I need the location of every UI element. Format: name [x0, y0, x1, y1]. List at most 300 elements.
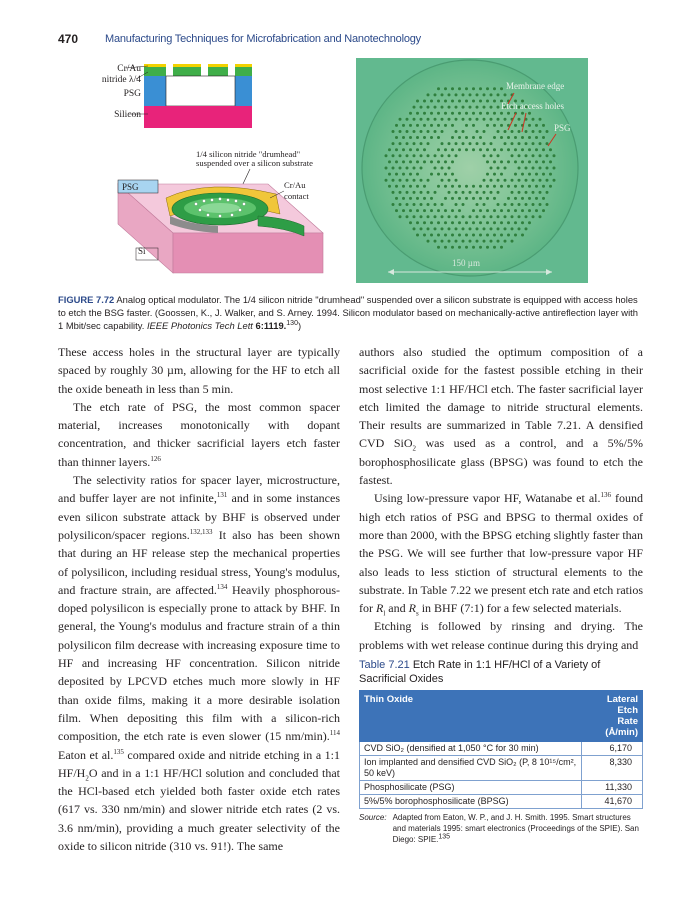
- etch-hole: [430, 112, 433, 115]
- etch-hole: [437, 136, 440, 139]
- etch-hole: [476, 93, 479, 96]
- etch-hole: [388, 160, 391, 163]
- etch-hole: [451, 148, 454, 151]
- subscript: 2: [412, 444, 417, 453]
- etch-hole: [434, 118, 437, 121]
- etch-hole: [532, 154, 535, 157]
- etch-hole: [458, 185, 461, 188]
- etch-hole: [430, 221, 433, 224]
- etch-hole: [497, 167, 500, 170]
- etch-hole: [462, 93, 465, 96]
- etch-hole: [427, 118, 430, 121]
- etch-hole: [521, 148, 524, 151]
- caption-ref-sup: 130: [286, 319, 298, 327]
- etch-hole: [486, 112, 489, 115]
- etch-hole: [420, 227, 423, 230]
- figure-caption: [58, 293, 643, 332]
- cell-oxide: CVD SiO₂ (densified at 1,050 °C for 30 min): [360, 742, 582, 756]
- etch-hole: [462, 227, 465, 230]
- etch-hole: [462, 118, 465, 121]
- etch-hole: [416, 112, 419, 115]
- etch-hole: [427, 215, 430, 218]
- etch-hole: [465, 112, 468, 115]
- etch-hole: [483, 93, 486, 96]
- paragraph-text: was used as a control, and a 5%/5% borophosphosilicate glass (BPSG) was found to etch the fastest.: [359, 436, 643, 488]
- etch-hole: [385, 179, 388, 182]
- etch-hole: [444, 148, 447, 151]
- subscript: l: [383, 609, 386, 618]
- etch-hole: [423, 124, 426, 127]
- etch-hole: [455, 154, 458, 157]
- etch-hole: [420, 154, 423, 157]
- etch-hole: [444, 209, 447, 212]
- etch-hole: [528, 148, 531, 151]
- etch-hole: [416, 148, 419, 151]
- etch-hole: [416, 173, 419, 176]
- paragraph: [58, 343, 340, 398]
- etch-hole: [413, 215, 416, 218]
- table-row: [360, 742, 643, 756]
- etch-hole: [490, 227, 493, 230]
- etch-hole: [451, 160, 454, 163]
- etch-hole: [413, 191, 416, 194]
- etch-hole: [413, 227, 416, 230]
- etch-hole: [441, 240, 444, 243]
- etch-hole: [500, 87, 503, 90]
- etch-hole: [507, 221, 510, 224]
- table-header-row: [360, 691, 643, 742]
- etch-hole: [490, 93, 493, 96]
- etch-hole: [437, 185, 440, 188]
- etch-hole: [388, 148, 391, 151]
- etch-hole: [448, 227, 451, 230]
- etch-hole: [542, 209, 545, 212]
- etch-hole: [462, 191, 465, 194]
- label-psg-micro: PSG: [554, 123, 571, 133]
- etch-hole: [420, 106, 423, 109]
- etch-hole: [444, 221, 447, 224]
- etch-hole: [535, 209, 538, 212]
- etch-hole: [490, 142, 493, 145]
- paragraph-text: in BHF (7:1) for a few selected materials.: [418, 601, 622, 616]
- right-column: [359, 343, 643, 654]
- caption-label: FIGURE 7.72: [58, 294, 115, 305]
- etch-hole: [528, 136, 531, 139]
- etch-hole: [504, 240, 507, 243]
- etch-hole: [490, 106, 493, 109]
- etch-hole: [423, 221, 426, 224]
- citation: 132,133: [189, 527, 213, 536]
- etch-hole: [528, 221, 531, 224]
- etch-hole: [434, 191, 437, 194]
- etch-hole: [535, 197, 538, 200]
- etch-hole: [504, 167, 507, 170]
- etch-hole: [427, 203, 430, 206]
- etch-hole: [402, 209, 405, 212]
- etch-hole: [493, 124, 496, 127]
- etch-hole: [521, 234, 524, 237]
- etch-hole: [413, 142, 416, 145]
- etch-hole: [514, 234, 517, 237]
- etch-hole: [493, 197, 496, 200]
- etch-hole: [493, 234, 496, 237]
- etch-hole: [395, 148, 398, 151]
- etch-hole: [395, 185, 398, 188]
- paragraph: [58, 471, 340, 855]
- etch-hole: [528, 124, 531, 127]
- etch-hole: [486, 173, 489, 176]
- etch-hole: [451, 87, 454, 90]
- etch-hole: [486, 148, 489, 151]
- etch-hole: [476, 106, 479, 109]
- etch-hole: [413, 203, 416, 206]
- etch-hole: [451, 173, 454, 176]
- etch-hole: [402, 173, 405, 176]
- etch-hole: [420, 130, 423, 133]
- etch-hole: [549, 185, 552, 188]
- etch-hole: [469, 191, 472, 194]
- etch-hole: [437, 87, 440, 90]
- etch-hole: [483, 191, 486, 194]
- etch-hole: [430, 234, 433, 237]
- etch-hole: [434, 130, 437, 133]
- etch-hole: [479, 136, 482, 139]
- etch-hole: [420, 118, 423, 121]
- etch-hole: [472, 234, 475, 237]
- etch-hole: [423, 209, 426, 212]
- etch-hole: [518, 215, 521, 218]
- label-etch-access-holes: Etch access holes: [501, 101, 564, 111]
- paragraph-text: authors also studied the optimum composition of a sacrificial oxide for the fastest possible etching in their most selective 1:1 HF/HCl etch. The faster sacrificial layer etch limited the damage to nitride structural elements. Their results are summarized in Table 7.21. A densified CVD SiO: [359, 345, 643, 451]
- etch-hole: [542, 148, 545, 151]
- etch-hole: [388, 185, 391, 188]
- etch-hole: [395, 209, 398, 212]
- paragraph-text: and: [385, 601, 409, 616]
- label-cr-au-3d: Cr/Au: [284, 180, 306, 190]
- etch-hole: [416, 234, 419, 237]
- etch-hole: [430, 173, 433, 176]
- etch-hole: [521, 197, 524, 200]
- etch-hole: [406, 215, 409, 218]
- table-title: [359, 658, 643, 686]
- etch-hole: [444, 185, 447, 188]
- etch-hole: [493, 160, 496, 163]
- etch-hole: [532, 203, 535, 206]
- etch-hole: [444, 173, 447, 176]
- etch-hole: [437, 160, 440, 163]
- etch-hole: [476, 227, 479, 230]
- etch-hole: [500, 112, 503, 115]
- etch-hole: [504, 215, 507, 218]
- etch-hole: [528, 160, 531, 163]
- etch-hole: [430, 100, 433, 103]
- etch-hole: [546, 191, 549, 194]
- silicon-substrate: [144, 106, 252, 128]
- cell-rate: 11,330: [582, 781, 643, 795]
- etch-hole: [486, 100, 489, 103]
- etch-hole: [483, 118, 486, 121]
- etch-hole: [434, 154, 437, 157]
- etch-hole: [402, 160, 405, 163]
- symbol: R: [408, 601, 416, 616]
- etch-hole: [528, 209, 531, 212]
- etch-hole: [486, 185, 489, 188]
- etch-hole: [427, 154, 430, 157]
- etch-hole: [525, 130, 528, 133]
- etch-hole: [413, 154, 416, 157]
- etch-hole: [444, 234, 447, 237]
- etch-hole: [458, 221, 461, 224]
- etch-hole: [493, 87, 496, 90]
- etch-hole: [413, 106, 416, 109]
- etch-hole: [462, 240, 465, 243]
- etch-hole: [416, 185, 419, 188]
- etch-hole: [420, 167, 423, 170]
- etch-hole: [504, 118, 507, 121]
- silicon-block: [173, 233, 323, 273]
- label-drumhead-2: suspended over a silicon substrate: [196, 158, 313, 168]
- etch-hole: [472, 209, 475, 212]
- etch-hole: [493, 173, 496, 176]
- etch-hole: [528, 197, 531, 200]
- etch-hole: [423, 160, 426, 163]
- etch-hole: [535, 148, 538, 151]
- etch-hole: [532, 118, 535, 121]
- etch-hole: [483, 240, 486, 243]
- etch-hole: [486, 209, 489, 212]
- paragraph-text: compared oxide and nitride etching in a 1:1 HF/H: [58, 747, 341, 780]
- source-text: Adapted from Eaton, W. P., and J. H. Smith. 1995. Smart structures and materials 1995: smart electronics (Proceedings of the SPIE). San Diego: SPIE.: [392, 813, 639, 844]
- etch-hole: [441, 118, 444, 121]
- etch-hole: [409, 136, 412, 139]
- etch-hole: [514, 221, 517, 224]
- etch-hole: [479, 185, 482, 188]
- etch-hole: [542, 197, 545, 200]
- etch-hole: [476, 118, 479, 121]
- etch-hole: [437, 148, 440, 151]
- etch-hole: [416, 221, 419, 224]
- etch-hole: [451, 209, 454, 212]
- etch-hole: [518, 167, 521, 170]
- etch-hole: [493, 185, 496, 188]
- etch-hole: [437, 100, 440, 103]
- etch-hole: [444, 246, 447, 249]
- etch-hole: [490, 215, 493, 218]
- paragraph-text: These access holes in the structural layer are typically spaced by roughly 30 µm, allowing for the HF to etch all the oxide beneath in less than 5 min.: [58, 345, 340, 396]
- etch-hole: [455, 203, 458, 206]
- etch-hole: [535, 124, 538, 127]
- etch-hole: [465, 197, 468, 200]
- etch-hole: [434, 215, 437, 218]
- etch-hole: [469, 227, 472, 230]
- etch-hole: [507, 234, 510, 237]
- etch-hole: [406, 118, 409, 121]
- etch-hole: [455, 118, 458, 121]
- etch-hole: [416, 197, 419, 200]
- cell-rate: 41,670: [582, 795, 643, 809]
- paragraph-text: Heavily phosphorous-doped polysilicon is especially prone to attack by BHF. In general, the Young's modulus and fracture strain of a thin polysilicon film decrease with increasing exposure time to HF and increasing HF concentration. Silicon nitride deposited by LPCVD etches much more slowly in HF than oxide films, making it a more desirable isolation film. When depositing this film with a silicon-rich composition, the etch rate is even slower (15 nm/min).: [58, 582, 340, 744]
- etch-hole: [458, 87, 461, 90]
- etch-hole: [542, 185, 545, 188]
- cell-oxide: Ion implanted and densified CVD SiO₂ (P, 8 10¹⁵/cm², 50 keV): [360, 756, 582, 781]
- etch-hole: [507, 185, 510, 188]
- etch-hole: [392, 167, 395, 170]
- etch-hole: [395, 173, 398, 176]
- etch-hole: [490, 179, 493, 182]
- etch-hole: [469, 215, 472, 218]
- etch-hole: [518, 227, 521, 230]
- etch-hole: [434, 227, 437, 230]
- etch-hole: [553, 154, 556, 157]
- etch-hole: [500, 234, 503, 237]
- etch-hole: [476, 240, 479, 243]
- etch-hole: [497, 118, 500, 121]
- caption-ref: 6:1119.: [255, 320, 287, 331]
- etch-hole: [469, 240, 472, 243]
- etch-hole: [479, 221, 482, 224]
- label-drumhead-1: 1/4 silicon nitride "drumhead": [196, 149, 301, 159]
- etch-hole: [458, 246, 461, 249]
- etch-hole: [535, 160, 538, 163]
- etch-hole: [500, 136, 503, 139]
- etch-hole: [479, 100, 482, 103]
- etch-hole: [413, 118, 416, 121]
- cell-oxide: 5%/5% borophosphosilicate (BPSG): [360, 795, 582, 809]
- etch-hole: [441, 227, 444, 230]
- caption-text: Analog optical modulator. The 1/4 silicon nitride "drumhead" suspended over a silicon substrate is equipped with access holes to etch the BSG faster. (Goossen, K., J. Walker, and S. Arney. 1994. Silicon modulator based on mechanically-active antireflection layer with 1 Mbit/sec capability.: [58, 294, 638, 331]
- etch-hole: [458, 209, 461, 212]
- etch-hole: [465, 124, 468, 127]
- etch-hole: [539, 179, 542, 182]
- etch-hole: [409, 197, 412, 200]
- air-gap: [166, 76, 235, 106]
- etch-hole: [479, 209, 482, 212]
- etch-hole: [486, 197, 489, 200]
- etch-hole: [507, 160, 510, 163]
- etch-hole: [437, 221, 440, 224]
- etch-hole: [525, 215, 528, 218]
- etch-hole: [511, 203, 514, 206]
- etch-hole: [430, 197, 433, 200]
- table-title-text: Etch Rate in 1:1 HF/HCl of a Variety of Sacrificial Oxides: [359, 659, 601, 685]
- etch-hole: [493, 246, 496, 249]
- etch-hole: [546, 203, 549, 206]
- etch-hole: [504, 203, 507, 206]
- etch-hole: [399, 191, 402, 194]
- etch-hole: [444, 160, 447, 163]
- etch-hole: [423, 100, 426, 103]
- paragraph-text: Etching is followed by rinsing and drying. The problems with wet release continue during this drying and: [359, 619, 643, 652]
- etch-hole: [532, 215, 535, 218]
- etch-hole: [500, 148, 503, 151]
- etch-hole: [392, 191, 395, 194]
- etch-hole: [518, 179, 521, 182]
- etch-hole: [399, 179, 402, 182]
- etch-hole: [441, 93, 444, 96]
- etch-hole: [420, 142, 423, 145]
- etch-hole: [399, 203, 402, 206]
- label-si: Si: [138, 246, 146, 256]
- etch-hole: [472, 185, 475, 188]
- etch-hole: [514, 136, 517, 139]
- etch-hole: [441, 167, 444, 170]
- label-nitride: nitride λ/4: [101, 75, 141, 85]
- etch-hole: [448, 179, 451, 182]
- etch-hole: [532, 191, 535, 194]
- etch-hole: [437, 246, 440, 249]
- etch-hole: [469, 118, 472, 121]
- etch-hole: [521, 185, 524, 188]
- etch-hole: [476, 215, 479, 218]
- etch-hole: [476, 203, 479, 206]
- source-label: Source:: [359, 813, 387, 822]
- etch-hole: [458, 197, 461, 200]
- etch-hole: [549, 173, 552, 176]
- label-psg: PSG: [123, 89, 141, 99]
- etch-hole: [448, 106, 451, 109]
- caption-end: ): [297, 320, 302, 331]
- etch-hole: [511, 191, 514, 194]
- etch-hole: [476, 191, 479, 194]
- paragraph: [58, 398, 340, 471]
- table-7-21: [359, 658, 643, 845]
- label-membrane-edge: Membrane edge: [506, 81, 565, 91]
- etch-hole: [437, 112, 440, 115]
- nitride-layer: [144, 67, 252, 76]
- etch-hole: [479, 148, 482, 151]
- table-row: [360, 795, 643, 809]
- etch-hole: [539, 191, 542, 194]
- etch-hole: [486, 87, 489, 90]
- etch-hole: [514, 160, 517, 163]
- etch-hole: [486, 124, 489, 127]
- etch-hole: [392, 203, 395, 206]
- etch-hole: [521, 160, 524, 163]
- etch-hole: [402, 197, 405, 200]
- etch-hole: [465, 136, 468, 139]
- etch-hole: [455, 130, 458, 133]
- etch-hole: [549, 160, 552, 163]
- col-header-rate-line2: Rate (Å/min): [605, 716, 638, 738]
- etch-hole: [497, 154, 500, 157]
- etch-hole: [490, 118, 493, 121]
- etch-hole: [402, 136, 405, 139]
- etch-hole: [521, 221, 524, 224]
- citation: 134: [216, 582, 228, 591]
- etch-hole: [497, 191, 500, 194]
- etch-hole: [444, 87, 447, 90]
- etch-hole: [395, 136, 398, 139]
- etch-hole: [448, 118, 451, 121]
- etch-hole: [441, 203, 444, 206]
- etch-hole: [416, 209, 419, 212]
- etch-hole: [402, 124, 405, 127]
- paragraph: [359, 343, 643, 489]
- etch-hole: [455, 93, 458, 96]
- etch-hole: [451, 112, 454, 115]
- etch-hole: [465, 234, 468, 237]
- etch-hole: [476, 130, 479, 133]
- etch-hole: [472, 221, 475, 224]
- table-row: [360, 756, 643, 781]
- etch-hole: [451, 124, 454, 127]
- etch-hole: [455, 142, 458, 145]
- etch-hole: [385, 167, 388, 170]
- paragraph: [359, 617, 643, 654]
- etch-hole: [497, 93, 500, 96]
- etch-hole: [458, 148, 461, 151]
- etch-hole: [392, 142, 395, 145]
